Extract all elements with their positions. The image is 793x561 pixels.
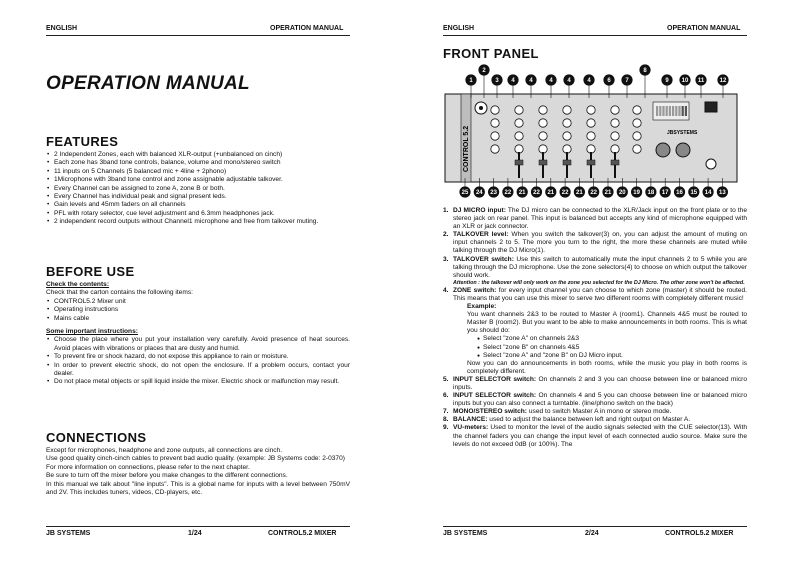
item-text: used to switch Master A in mono or stereo mode. <box>528 408 672 416</box>
rotary-knob <box>515 145 523 153</box>
item-number: 3. <box>443 255 449 263</box>
safety-instruction: • In order to prevent electric shock, do not open the enclosure. If a problem occurs, contact your dealer. <box>54 362 350 379</box>
connections-line: For more information on connections, please refer to the next chapter. <box>46 463 250 471</box>
front-panel-item <box>443 416 747 424</box>
before-use-heading: BEFORE USE <box>46 264 135 279</box>
vu-led <box>675 106 677 116</box>
feature-item: • 2 independent record outputs without Channel1 microphone and free from talkover muting. <box>54 218 350 226</box>
footer-page-number: 1/24 <box>188 530 202 537</box>
callout-number: 16 <box>676 190 683 197</box>
item-text: On channels 4 and 5 you can choose between line or balanced micro inputs but you can also connect a turntable. (line/phono switch on the back) <box>453 392 747 408</box>
left-page <box>0 0 396 561</box>
connections-line: In this manual we talk about "line inputs". This is a global name for inputs with a level between 750mV and 2V. This includes tuners, videos, CD-players, etc. <box>46 480 350 497</box>
item-body <box>453 408 747 416</box>
vu-led <box>685 106 687 116</box>
example-conclusion: Now you can do announcements in both rooms, while the music you play in both rooms is completely different. <box>467 359 747 375</box>
fader-cap <box>563 160 571 165</box>
mic-xlr-pin <box>479 106 483 110</box>
footer-product: CONTROL5.2 MIXER <box>268 530 337 537</box>
callout-number: 22 <box>533 190 540 197</box>
footer-page-number: 2/24 <box>585 530 599 537</box>
item-text: Use this switch to automatically mute the input channels 2 to 5 while you are talking through the DJ microphone. Use the zone selectors(4) to choose on which output the talkover should work. <box>453 255 747 279</box>
item-number: 5. <box>443 375 449 383</box>
callout-number: 19 <box>633 190 640 197</box>
feature-item: • 11 inputs on 5 Channels (5 balanced mic + 4line + 2phono) <box>54 168 350 176</box>
callout-number: 2 <box>482 68 486 75</box>
callout-number: 10 <box>681 78 689 85</box>
rotary-knob <box>587 119 595 127</box>
item-title: MONO/STEREO switch: <box>453 408 528 416</box>
item-body <box>453 376 747 392</box>
item-body <box>453 424 747 448</box>
vu-led <box>666 106 668 116</box>
front-panel-item <box>443 424 747 448</box>
safety-title: Some important instructions: <box>46 328 138 336</box>
front-panel-item <box>443 376 747 392</box>
rotary-knob <box>563 145 571 153</box>
rotary-knob <box>611 106 619 114</box>
front-panel-items <box>443 207 747 449</box>
connections-text <box>46 447 350 497</box>
connections-line: Except for microphones, headphone and zone outputs, all connections are cinch. <box>46 447 283 454</box>
rotary-knob <box>611 119 619 127</box>
callout-number: 14 <box>704 190 712 197</box>
connections-line: Use good quality cinch-cinch cables to prevent bad audio quality. (example: JB Systems code: 2-0370) <box>46 455 345 463</box>
feature-item: • 2 Independent Zones, each with balanced XLR-output (+unbalanced on cinch) <box>54 151 350 159</box>
right-page <box>397 0 793 561</box>
item-title: TALKOVER level: <box>453 231 509 239</box>
brand-label: CONTROL 5.2 <box>463 125 470 172</box>
callout-number: 20 <box>618 190 626 197</box>
fader-cap <box>539 160 547 165</box>
callout-number: 21 <box>576 190 583 197</box>
header-manual: OPERATION MANUAL <box>270 25 344 32</box>
rotary-knob <box>539 132 547 140</box>
rotary-knob <box>611 145 619 153</box>
item-text: used to adjust the balance between left and right output on Master A. <box>489 416 691 424</box>
contents-item: • Mains cable <box>54 315 350 323</box>
fader-cap <box>611 160 619 165</box>
feature-item: • Gain levels and 45mm faders on all channels <box>54 201 350 209</box>
rotary-knob <box>563 119 571 127</box>
item-number: 6. <box>443 392 449 400</box>
features-list <box>46 151 350 227</box>
rotary-knob <box>587 106 595 114</box>
callout-number: 22 <box>504 190 512 197</box>
example-step: ● Select "zone B" on channels 4&5 <box>477 344 747 352</box>
safety-instruction: • To prevent fire or shock hazard, do not expose this appliance to rain or moisture. <box>54 353 350 361</box>
rotary-knob <box>515 106 523 114</box>
callout-number: 11 <box>697 78 705 85</box>
item-number: 9. <box>443 424 449 432</box>
callout-number: 1 <box>469 78 473 85</box>
rotary-knob <box>633 119 641 127</box>
callout-number: 3 <box>495 78 499 85</box>
header-rule <box>46 35 350 36</box>
callout-number: 13 <box>719 190 726 197</box>
zone-example <box>453 303 747 376</box>
rotary-knob <box>491 145 499 153</box>
feature-item: • PFL with rotary selector, cue level adjustment and 6.3mm headphones jack. <box>54 210 350 218</box>
contents-item: • CONTROL5.2 Mixer unit <box>54 298 350 306</box>
rotary-knob <box>515 132 523 140</box>
page-title: OPERATION MANUAL <box>46 73 250 94</box>
callout-number: 18 <box>647 190 655 197</box>
vu-led <box>656 106 658 116</box>
footer-brand: JB SYSTEMS <box>46 530 91 537</box>
item-number: 7. <box>443 408 449 416</box>
vu-led <box>672 106 674 116</box>
item-title: DJ MICRO input: <box>453 207 506 214</box>
item-text: Used to monitor the level of the audio signals selected with the CUE selector(13). With the channel faders you can change the input level of each connected audio source. Make sure the levels do not exceed 0dB (or 100%). The <box>453 424 747 448</box>
front-panel-item <box>443 207 747 231</box>
mixer-front-panel-drawing <box>441 64 745 200</box>
front-panel-item <box>443 392 747 408</box>
footer-brand: JB SYSTEMS <box>443 530 488 537</box>
item-title: INPUT SELECTOR switch: <box>453 375 537 383</box>
rotary-knob <box>539 145 547 153</box>
footer-product: CONTROL5.2 MIXER <box>665 530 734 537</box>
item-body <box>453 256 747 287</box>
rotary-knob <box>587 145 595 153</box>
example-steps <box>467 335 747 359</box>
header-language: ENGLISH <box>46 25 78 32</box>
footer-rule <box>443 526 747 527</box>
callout-number: 8 <box>643 68 647 75</box>
check-contents-text: Check that the carton contains the following items: <box>46 289 193 297</box>
callout-number: 25 <box>461 190 469 197</box>
vu-led <box>669 106 671 116</box>
callout-number: 21 <box>604 190 612 197</box>
vu-led <box>659 106 661 116</box>
example-step: ● Select "zone A" and "zone B" on DJ Micro input. <box>477 352 747 360</box>
vu-led <box>682 106 684 116</box>
rotary-knob <box>491 106 499 114</box>
callout-number: 4 <box>567 78 571 85</box>
rotary-knob <box>587 132 595 140</box>
front-panel-item <box>443 287 747 376</box>
brand-logo: JBSYSTEMS <box>667 130 698 136</box>
item-number: 4. <box>443 286 449 294</box>
callout-number: 24 <box>475 190 483 197</box>
callout-number: 9 <box>665 78 669 85</box>
vu-led <box>678 106 680 116</box>
fader-cap <box>587 160 595 165</box>
headphones-jack <box>706 159 716 169</box>
callout-number: 12 <box>719 78 727 85</box>
rotary-knob <box>563 132 571 140</box>
item-text: The DJ micro can be connected to the XLR/Jack input on the front plate or to the stereo jack on rear panel. This input is balanced but accepts any kind of microphone equipped with an XLR or jack connector. <box>453 207 747 231</box>
fader-cap <box>515 160 523 165</box>
connections-heading: CONNECTIONS <box>46 430 147 445</box>
item-title: VU-meters: <box>453 424 489 432</box>
callout-number: 22 <box>590 190 598 197</box>
rotary-knob <box>633 145 641 153</box>
callout-number: 21 <box>547 190 555 197</box>
front-panel-item <box>443 231 747 255</box>
header-language: ENGLISH <box>443 25 475 32</box>
callout-number: 6 <box>607 78 611 85</box>
front-panel-heading: FRONT PANEL <box>443 46 539 61</box>
feature-item: • Each zone has 3band tone controls, balance, volume and mono/stereo switch <box>54 159 350 167</box>
callout-number: 17 <box>661 190 669 197</box>
callout-number: 4 <box>529 78 533 85</box>
front-panel-item <box>443 256 747 287</box>
rotary-knob <box>539 119 547 127</box>
master-a-knob <box>656 143 670 157</box>
rotary-knob <box>633 106 641 114</box>
contents-item: • Operating instructions <box>54 306 350 314</box>
example-label: Example: <box>467 303 497 311</box>
connections-line: Be sure to turn off the mixer before you make changes to the different connections. <box>46 472 288 480</box>
callout-number: 21 <box>518 190 526 197</box>
item-body <box>453 392 747 408</box>
item-number: 1. <box>443 207 449 214</box>
vu-led <box>662 106 664 116</box>
header-manual: OPERATION MANUAL <box>667 25 741 32</box>
rotary-knob <box>539 106 547 114</box>
item-title: TALKOVER switch: <box>453 255 514 263</box>
rotary-knob <box>491 132 499 140</box>
callout-number: 15 <box>690 190 698 197</box>
front-panel-item <box>443 408 747 416</box>
example-step: ● Select "zone A" on channels 2&3 <box>477 335 747 343</box>
callout-number: 4 <box>511 78 515 85</box>
item-number: 2. <box>443 231 449 239</box>
features-heading: FEATURES <box>46 134 119 149</box>
item-title: ZONE switch: <box>453 286 497 294</box>
item-body <box>453 231 747 255</box>
power-switch <box>705 102 717 112</box>
front-panel-diagram <box>441 64 745 200</box>
item-title: BALANCE: <box>453 416 488 424</box>
item-body <box>453 416 747 424</box>
item-body <box>453 287 747 376</box>
feature-item: • Every Channel can be assigned to zone A, zone B or both. <box>54 185 350 193</box>
footer-rule <box>46 526 350 527</box>
feature-item: • 1Microphone with 3band tone control and zone assignable adjustable talkover. <box>54 176 350 184</box>
item-body <box>453 207 747 231</box>
header-rule <box>443 35 747 36</box>
safety-instruction: • Choose the place where you put your installation very carefully. Avoid presence of heat sources. Avoid places with vibrations or places that are dusty and humid. <box>54 336 350 353</box>
rotary-knob <box>611 132 619 140</box>
rotary-knob <box>515 119 523 127</box>
callout-number: 4 <box>587 78 591 85</box>
rotary-knob <box>563 106 571 114</box>
item-text: On channels 2 and 3 you can choose between line or balanced micro inputs. <box>453 375 747 391</box>
callout-number: 4 <box>549 78 553 85</box>
before-use-block <box>46 281 350 387</box>
callout-number: 23 <box>490 190 497 197</box>
safety-instruction: • Do not place metal objects or spill liquid inside the mixer. Electric shock or malfunction may result. <box>54 378 350 386</box>
check-contents-title: Check the contents: <box>46 281 110 288</box>
feature-item: • Every Channel has individual peak and signal present leds. <box>54 193 350 201</box>
item-number: 8. <box>443 416 449 424</box>
item-text: When you switch the talkover(3) on, you can adjust the amount of muting on input channels 2 to 5. The more you turn to the right, the more these channels are muted while talking through the DJ Micro(1). <box>453 231 747 255</box>
callout-number: 22 <box>561 190 569 197</box>
item-title: INPUT SELECTOR switch: <box>453 392 537 400</box>
rotary-knob <box>633 132 641 140</box>
master-b-knob <box>676 143 690 157</box>
callout-number: 7 <box>625 78 629 85</box>
rotary-knob <box>491 119 499 127</box>
example-text: You want channels 2&3 to be routed to Master A (room1). Channels 4&5 must be routed to Master B (room2). But you want to be able to make announcements in both rooms. This is what you should do: <box>467 311 747 335</box>
attention-note: Attention : the talkover will only work on the zone you selected for the DJ Micro. The other zone won't be affected. <box>453 279 745 286</box>
item-text: for every input channel you can choose to which zone (master) it should be routed. This means that you can use this mixer to serve two different rooms with completely different music! <box>453 286 747 302</box>
